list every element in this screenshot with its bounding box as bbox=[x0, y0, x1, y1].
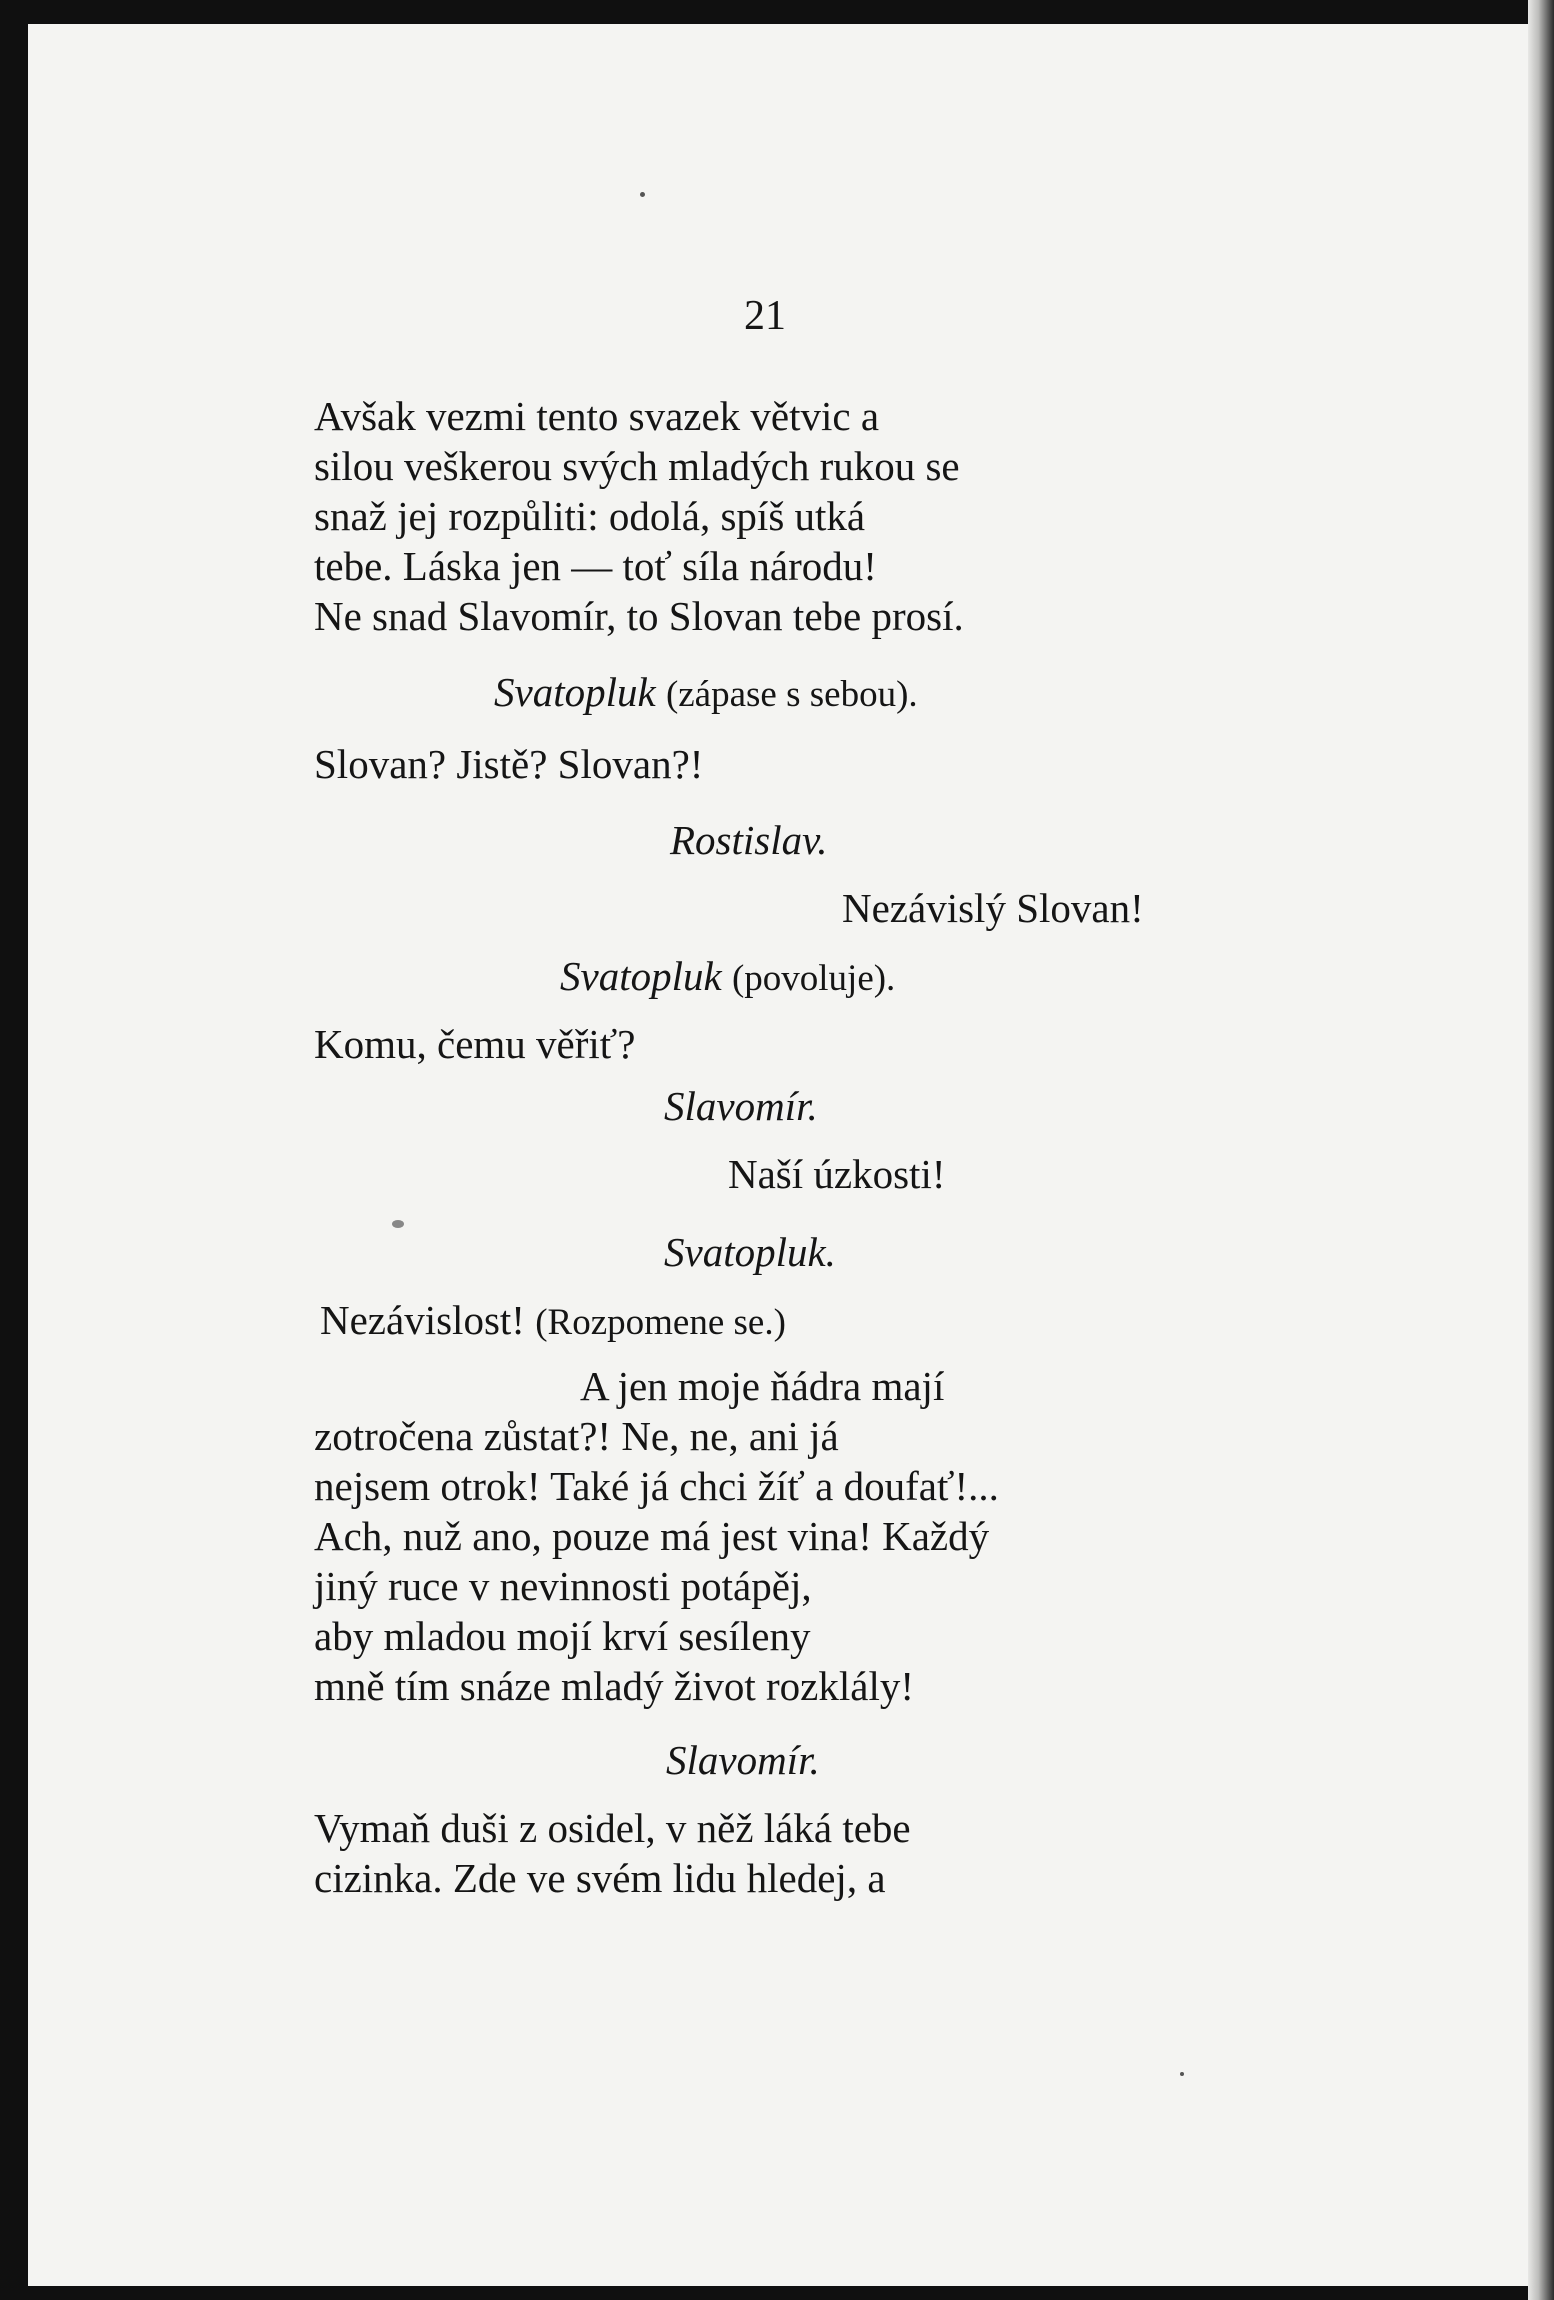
speaker-name: Svatopluk. bbox=[664, 1229, 836, 1275]
text-line: Nezávislý Slovan! bbox=[842, 885, 1144, 931]
stage-direction: (zápase s sebou). bbox=[665, 674, 918, 715]
text-line: Naší úzkosti! bbox=[728, 1151, 946, 1197]
dust-speck bbox=[1180, 2072, 1184, 2076]
text-line: Nezávislost! bbox=[320, 1297, 525, 1343]
page-number: 21 bbox=[744, 293, 786, 339]
text-line: snaž jej rozpůliti: odolá, spíš utká bbox=[314, 493, 866, 539]
text-line: silou veškerou svých mladých rukou se bbox=[314, 443, 960, 489]
speaker-heading bbox=[494, 669, 918, 715]
text-line: Avšak vezmi tento svazek větvic a bbox=[314, 393, 880, 439]
speaker-name: Slavomír. bbox=[666, 1737, 820, 1783]
text-line: mně tím snáze mladý život rozklály! bbox=[314, 1663, 915, 1709]
speaker-heading bbox=[560, 953, 896, 999]
text-line: Vymaň duši z osidel, v něž láká tebe bbox=[314, 1805, 911, 1851]
stage-direction: (Rozpomene se.) bbox=[535, 1302, 786, 1343]
speaker-name: Svatopluk bbox=[560, 953, 722, 999]
text-line: tebe. Láska jen — toť síla národu! bbox=[314, 543, 877, 589]
text-line: A jen moje ňádra mají bbox=[580, 1363, 945, 1409]
text-line: Komu, čemu věřiť? bbox=[314, 1021, 636, 1067]
text-line-group bbox=[320, 1297, 786, 1343]
stage-direction: (povoluje). bbox=[731, 958, 896, 999]
text-line: aby mladou mojí krví sesíleny bbox=[314, 1613, 811, 1659]
text-line: Slovan? Jistě? Slovan?! bbox=[314, 741, 704, 787]
dust-speck bbox=[640, 192, 645, 197]
text-line: nejsem otrok! Také já chci žíť a doufať!... bbox=[314, 1463, 999, 1509]
dust-speck bbox=[392, 1220, 404, 1228]
text-line: cizinka. Zde ve svém lidu hledej, a bbox=[314, 1855, 886, 1901]
text-line: jiný ruce v nevinnosti potápěj, bbox=[314, 1563, 812, 1609]
speaker-name: Svatopluk bbox=[494, 669, 656, 715]
page-edge bbox=[1528, 0, 1554, 2300]
text-line: Ne snad Slavomír, to Slovan tebe prosí. bbox=[314, 593, 964, 639]
speaker-name: Slavomír. bbox=[664, 1083, 818, 1129]
speaker-name: Rostislav. bbox=[670, 817, 828, 863]
text-line: zotročena zůstat?! Ne, ne, ani já bbox=[314, 1413, 839, 1459]
text-line: Ach, nuž ano, pouze má jest vina! Každý bbox=[314, 1513, 990, 1559]
